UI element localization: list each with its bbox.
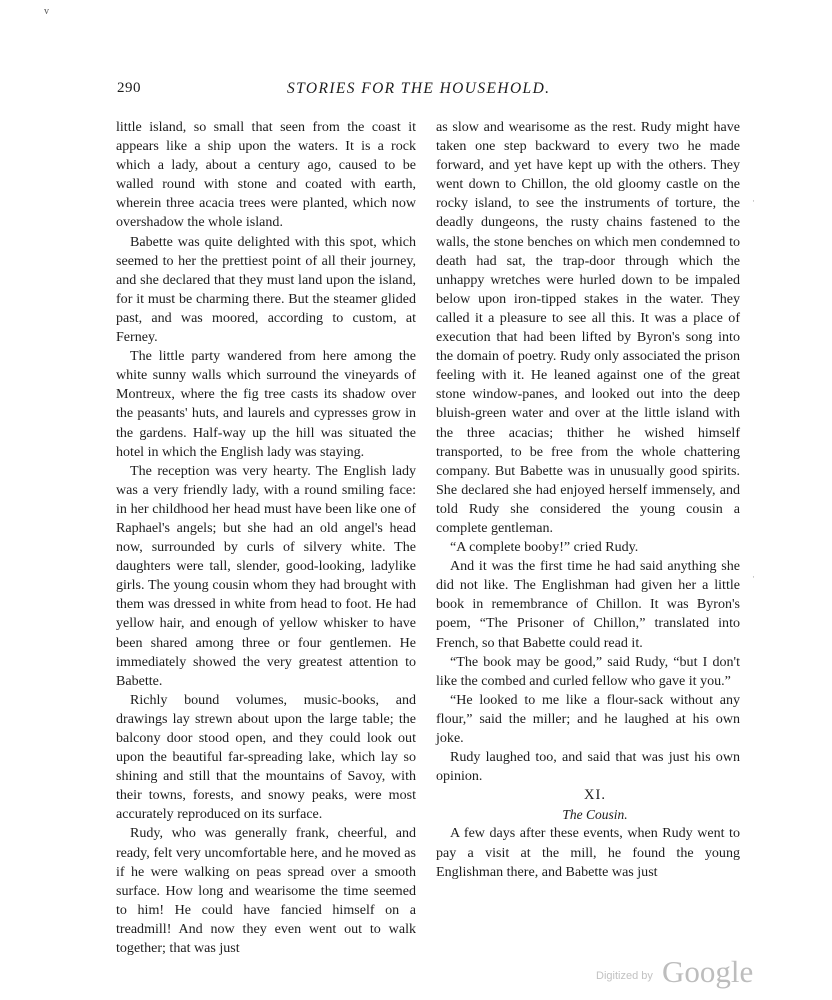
paragraph: The reception was very hearty. The English lady was a very friendly lady, with a round smiling face: in her childhood her head must have been like one of Raphael's angels; but she had an old angel's head now, surrounded by curls of silvery white. The daughters were tall, slender, good-looking, ladylike girls. The young cousin whom they had brought with them was dressed in white from head to foot. He had yellow hair, and enough of yellow whisker to have been shared among three or four gentlemen. He immediately showed the very greatest attention to Babette.	[116, 462, 416, 689]
running-head: STORIES FOR THE HOUSEHOLD.	[287, 80, 551, 97]
corner-mark: v	[44, 6, 49, 17]
paragraph: Richly bound volumes, music-books, and drawings lay strewn about upon the large table; the balcony door stood open, and they could look out upon the beautiful far-spreading lake, which lay so shining and still that the mountains of Savoy, with their towns, forests, and snowy peaks, were most accurately reproduced on its surface.	[116, 691, 416, 823]
page-number: 290	[117, 80, 141, 96]
right-column-body	[436, 118, 740, 786]
paragraph: A few days after these events, when Rudy went to pay a visit at the mill, he found the young Englishman there, and Babette was just	[436, 825, 740, 880]
right-text-column	[436, 118, 740, 882]
paragraph: And it was the first time he had said anything she did not like. The Englishman had given her a little book in remembrance of Chillon. It was Byron's poem, “The Prisoner of Chillon,” translated into French, so that Babette could read it.	[436, 558, 740, 651]
paragraph: Babette was quite delighted with this spot, which seemed to her the prettiest point of all their journey, and she declared that they must land upon the island, for it must be charming there. But the steamer glided past, and was moored, according to custom, at Ferney.	[116, 233, 416, 346]
google-watermark	[596, 954, 766, 988]
paragraph: “The book may be good,” said Rudy, “but I don't like the combed and curled fellow who gave it you.”	[436, 653, 740, 689]
google-logo: Google	[662, 954, 754, 989]
margin-speck: ·	[752, 572, 755, 582]
paragraph: Rudy, who was generally frank, cheerful, and ready, felt very uncomfortable here, and he moved as if he were walking on peas spread over a smooth surface. How long and wearisome the time seemed to him! He could have fancied himself on a treadmill! And now they even went out to walk together; that was just	[116, 825, 416, 957]
paragraph: little island, so small that seen from the coast it appears like a ship upon the waters. It is a rock which a lady, about a century ago, caused to be walled round with stone and coated with earth, wherein three acacia trees were planted, which now overshadow the whole island.	[116, 119, 416, 231]
page-header	[117, 80, 740, 102]
digitized-by-label: Digitized by	[596, 970, 653, 982]
left-text-column	[116, 118, 416, 958]
right-column-continuation	[436, 824, 740, 881]
paragraph: “He looked to me like a flour-sack without any flour,” said the miller; and he laughed at his own joke.	[436, 691, 740, 746]
paragraph: “A complete booby!” cried Rudy.	[450, 539, 639, 556]
chapter-number: XI.	[584, 787, 606, 804]
paragraph: as slow and wearisome as the rest. Rudy might have taken one step backward to every two he made forward, and yet have kept up with the others. They went down to Chillon, the old gloomy castle on the rocky island, to see the instruments of torture, the deadly dungeons, the rusty chains fastened to the walls, the stone benches on which men condemned to death had sat, the trap-door through which the unhappy wretches were hurled down to be impaled below upon iron-tipped stakes in the water. They called it a pleasure to see all this. It was a place of execution that had been lifted by Byron's song into the domain of poetry. Rudy only associated the prison feeling with it. He leaned against one of the great stone window-panes, and looked out into the deep bluish-green water and over at the little island with the three acacias; thither he wished himself transported, to be free from the whole chattering company. But Babette was in unusually good spirits. She declared she had enjoyed herself immensely, and told Rudy she considered the young cousin a complete gentleman.	[436, 119, 740, 536]
paragraph: The little party wandered from here among the white sunny walls which surround the vineyards of Montreux, where the fig tree casts its shadow over the peasants' huts, and laurels and cypresses grow in the gardens. Half-way up the hill was situated the hotel in which the English lady was staying.	[116, 348, 416, 460]
paragraph: Rudy laughed too, and said that was just his own opinion.	[436, 749, 740, 785]
chapter-title: The Cousin.	[562, 807, 628, 823]
margin-speck: ·	[752, 196, 755, 206]
